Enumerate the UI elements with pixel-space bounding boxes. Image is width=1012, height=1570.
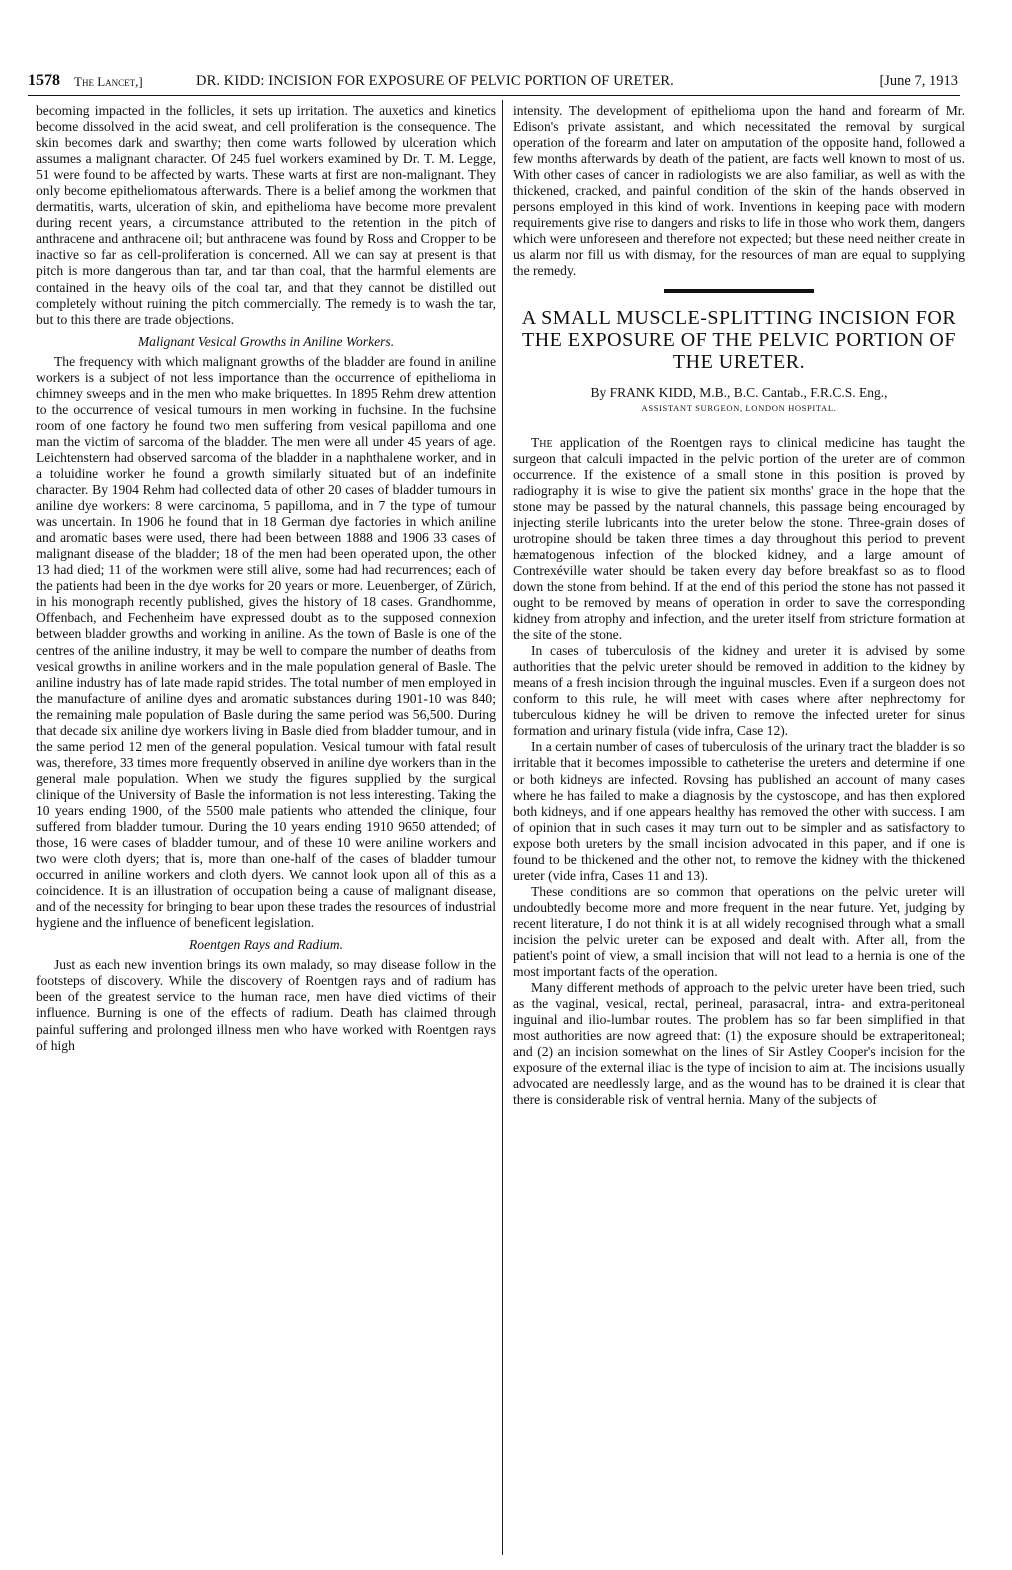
right-paragraph-1: intensity. The development of epithelioma upon the hand and forearm of Mr. Edison's private assistant, and which necessitated the removal by surgical operation of the forearm and later on amputation of the opposite hand, followed a few months afterwards by death of the patient, are facts well known to most of us. With other cases of cancer in radiologists we are also familiar, as well as with the thickened, cracked, and painful condition of the skin of the hands observed in persons employed in this kind of work. Inventions in keeping pace with modern requirements give rise to dangers and risks to life in those who work them, dangers which were unforeseen and therefore not expected; but these need neither create in us alarm nor fill us with dismay, for the resources of man are equal to supplying the remedy. <box>513 103 965 279</box>
page-number: 1578 <box>28 72 60 89</box>
left-paragraph-2: The frequency with which malignant growths of the bladder are found in aniline workers is a subject of not less importance than the occurrence of epithelioma in chimney sweeps and in the men who make briquettes. In 1895 Rehm drew attention to the occurrence of vesical tumours in men working in fuchsine. In the fuchsine room of one factory he found two men suffering from vesical papilloma and one man the victim of sarcoma of the bladder. The men were all under 45 years of age. Leichtenstern had observed sarcoma of the bladder in a naphthalene worker, and in a toluidine worker he found a growth similarly situated but of an indefinite character. By 1904 Rehm had collected data of other 20 cases of bladder tumours in aniline dye workers: 8 were carcinoma, 5 papilloma, and in 7 the type of tumour was uncertain. In 1906 he found that in 18 German dye factories in which aniline and aromatic bases were used, there had been between 1888 and 1906 33 cases of malignant disease of the bladder; 18 of the men had been operated upon, the other 13 had died; 11 of the workmen were still alive, some had had recurrences; each of the patients had been in the dye works for 20 years or more. Leuenberger, of Zürich, in his monograph recently published, gives the history of 18 cases. Grandhomme, Offenbach, and Fechenheim have expressed doubt as to the supposed connexion between bladder growths and working in aniline. As the town of Basle is one of the centres of the aniline industry, it may be well to compare the number of deaths from vesical growths in aniline workers and in the male population general of Basle. The aniline industry has of late made rapid strides. The total number of men employed in the manufacture of aniline dyes and aromatic substances during 1901-10 was 840; the remaining male population of Basle during the same period was 56,500. During that decade six aniline dye workers living in Basle died from bladder tumour, and in the same period 12 men of the general population. Vesical tumour with fatal result was, therefore, 33 times more frequently observed in aniline dye workers than in the general male population. When we study the figures supplied by the surgical clinique of the University of Basle the information is not less interesting. Taking the 10 years ending 1900, of the 5500 male patients who attended the clinique, four suffered from bladder tumour. During the 10 years ending 1910 9650 attended; of those, 16 were cases of bladder tumour, and of these 10 were aniline workers and two were cloth dyers; that is, more than one-half of the cases of bladder tumour occurred in aniline workers and cloth dyers. We cannot look upon all of this as a coincidence. It is an illustration of occupation being a cause of malignant disease, and of the necessity for bringing to bear upon these trades the resources of industrial hygiene and the influence of beneficent legislation. <box>36 353 496 931</box>
right-paragraph-5: These conditions are so common that operations on the pelvic ureter will undoubtedly become more and more frequent in the near future. Yet, judging by recent literature, I do not think it is at all widely recognised through what a small incision the pelvic ureter can be exposed and dealt with. After all, from the patient's point of view, a small incision that will not lead to a hernia is one of the most important facts of the operation. <box>513 883 965 980</box>
article-title: A SMALL MUSCLE-SPLITTING INCISION FOR THE EXPOSURE OF THE PELVIC PORTION OF THE URETER. <box>521 306 957 373</box>
issue-date: [June 7, 1913 <box>879 73 958 89</box>
journal-name: The Lancet,] <box>74 74 143 89</box>
left-column <box>36 103 496 1054</box>
header-rule <box>28 95 960 96</box>
author-affiliation: ASSISTANT SURGEON, LONDON HOSPITAL. <box>641 402 837 413</box>
subheading-roentgen: Roentgen Rays and Radium. <box>188 937 344 953</box>
running-header <box>28 72 958 94</box>
right-paragraph-3: In cases of tuberculosis of the kidney and ureter it is advised by some authorities that the pelvic ureter should be removed in addition to the kidney by means of a fresh incision through the inguinal muscles. Even if a surgeon does not conform to this rule, he will meet with cases where after nephrectomy for tuberculous kidney he will be driven to remove the infected ureter for sinus formation and urinary fistula (vide infra, Case 12). <box>513 643 965 739</box>
right-paragraph-2-text: application of the Roentgen rays to clinical medicine has taught the surgeon that calculi impacted in the pelvic portion of the ureter are of common occurrence. If the existence of a small stone in this position is proved by radiography it is wise to give the patient six months' grace in the hope that the stone may be passed by the natural channels, this passage being encouraged by injecting sterile lubricants into the ureter below the stone. Three-grain doses of urotropine should be taken three times a day throughout this period to prevent hæmatogenous infection of the blocked kidney, and a large amount of Contrexéville water should be taken every day before breakfast so as to flood down the stone from behind. If at the end of this period the stone has not passed it ought to be removed by means of operation in order to save the corresponding kidney from atrophy and infection, and the ureter itself from stricture formation at the site of the stone. <box>513 434 965 643</box>
right-paragraph-6: Many different methods of approach to the pelvic ureter have been tried, such as the vaginal, vesical, rectal, perineal, parasacral, intra- and extra-peritoneal inguinal and ilio-lumbar routes. The problem has so far been simplified in that most authorities are now agreed that: (1) the exposure should be extraperitoneal; and (2) an incision somewhat on the lines of Sir Astley Cooper's incision for the exposure of the external iliac is the type of incision to aim at. The incisions usually advocated are needlessly large, and as the wound has to be drained it is clear that there is considerable risk of ventral hernia. Many of the subjects of <box>513 980 965 1108</box>
column-divider <box>502 100 503 1555</box>
lead-word: The <box>531 434 553 450</box>
left-paragraph-1: becoming impacted in the follicles, it sets up irritation. The auxetics and kinetics become dissolved in the acid sweat, and cell proliferation is the consequence. The skin becomes dark and swarthy; then come warts followed by ulceration which assumes a malignant character. Of 245 fuel workers examined by Dr. T. M. Legge, 51 were found to be affected by warts. These warts at first are non-malignant. They only become epitheliomatous afterwards. There is a belief among the workmen that dermatitis, warts, ulceration of skin, and epithelioma have become more prevalent during recent years, a circumstance attributed to the retention in the pitch of anthracene and anthracene oil; but anthracene was found by Ross and Cropper to be inactive so far as cell-proliferation is concerned. All we can say at present is that pitch is more dangerous than tar, and tar than coal, that the harmful elements are contained in the heavy oils of the coal tar, and that they cannot be distilled out completely without ruining the pitch commercially. The remedy is to wash the tar, but to this there are trade objections. <box>36 103 496 327</box>
right-paragraph-4: In a certain number of cases of tuberculosis of the urinary tract the bladder is so irritable that it becomes impossible to catheterise the ureters and determine if one or both kidneys are infected. Rovsing has published an account of many cases where he has failed to make a diagnosis by the cystoscope, and has then explored both kidneys, and if one appears healthy has removed the other with success. I am of opinion that in such cases it may turn out to be simpler and as satisfactory to expose both ureters by the small incision advocated in this paper, and if one is found to be thickened and the other not, to remove the kidney with the thickened ureter (vide infra, Cases 11 and 13). <box>513 739 965 883</box>
running-title: DR. KIDD: INCISION FOR EXPOSURE OF PELVIC PORTION OF URETER. <box>196 73 674 89</box>
right-column <box>513 103 965 1108</box>
section-rule <box>664 289 814 293</box>
left-paragraph-3: Just as each new invention brings its own malady, so may disease follow in the footsteps of discovery. While the discovery of Roentgen rays and of radium has been of the greatest service to the human race, men have died victims of their influence. Burning is one of the effects of radium. Death has claimed through painful suffering and prolonged illness men who have worked with Roentgen rays of high <box>36 957 496 1053</box>
subheading-aniline: Malignant Vesical Growths in Aniline Workers. <box>137 333 395 349</box>
right-paragraph-2 <box>513 435 965 644</box>
author-byline: By FRANK KIDD, M.B., B.C. Cantab., F.R.C.S. Eng., <box>590 384 888 400</box>
